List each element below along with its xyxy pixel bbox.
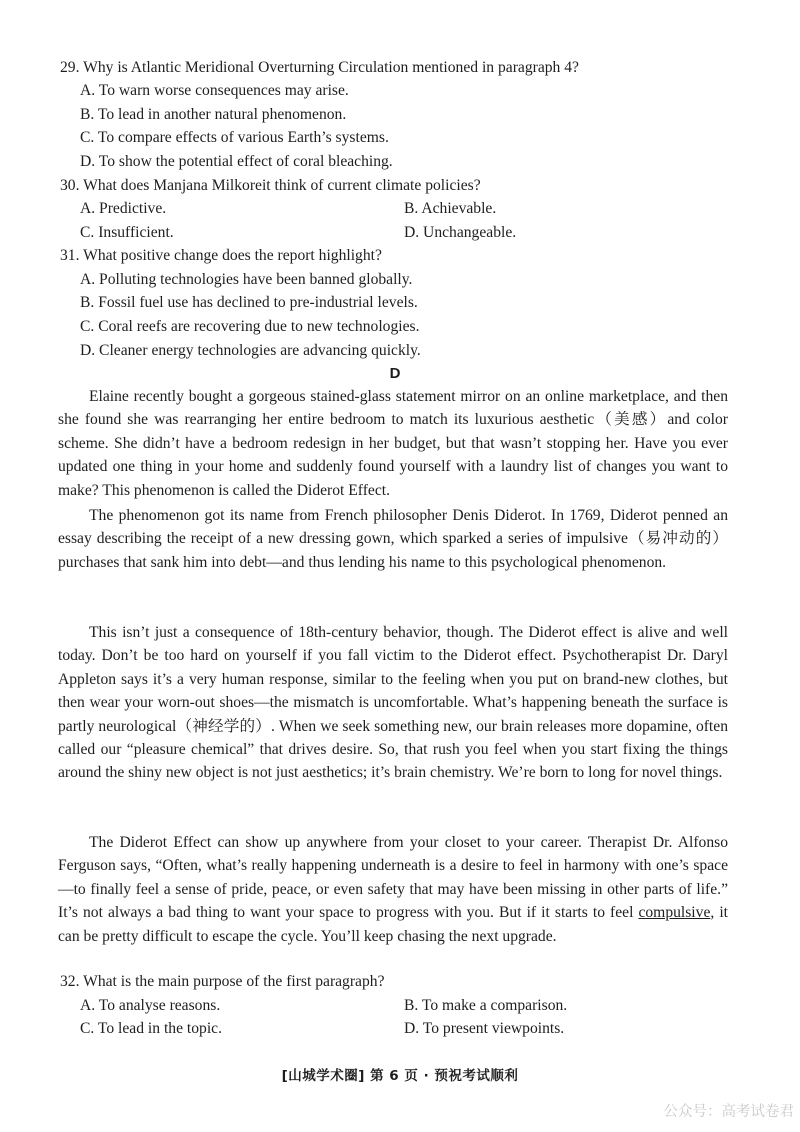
page-footer: [山城学术圈] 第 6 页 · 预祝考试顺利 [281, 1068, 519, 1084]
question-32-option-d: D. To present viewpoints. [404, 1020, 565, 1037]
question-29-option-d: D. To show the potential effect of coral bleaching. [80, 153, 393, 170]
question-31-option-a: A. Polluting technologies have been banned globally. [80, 271, 413, 288]
question-30-option-a: A. Predictive. [80, 200, 167, 217]
passage-paragraph-3-text: This isn’t just a consequence of 18th-century behavior, though. The Diderot effect is alive and well today. Don’t be too hard on yourself if you fall victim to the Diderot effect. Psychotherapist Dr. Daryl Appleton says it’s a very human response, similar to the feeling when you put on brand-new clothes, but then wear your worn-out shoes—the mismatch is uncomfortable. What’s happening beneath the surface is partly neurological（神经学的）. When we seek something new, our brain releases more dopamine, often called our “pleasure chemical” that drives desire. So, that rush you feel when you start fixing the things around the shiny new object is not just aesthetics; it’s brain chemistry. We’re born to long for novel things. [58, 624, 728, 782]
question-31-option-c: C. Coral reefs are recovering due to new technologies. [80, 318, 420, 335]
question-30-stem: 30. What does Manjana Milkoreit think of current climate policies? [60, 177, 481, 194]
passage-paragraph-4 [58, 831, 728, 948]
question-31-option-d: D. Cleaner energy technologies are advancing quickly. [80, 342, 421, 359]
question-32-option-a: A. To analyse reasons. [80, 997, 221, 1014]
question-29-option-c: C. To compare effects of various Earth’s systems. [80, 129, 389, 146]
watermark-text: 公众号：高考试卷君 [663, 1104, 794, 1120]
underlined-word-compulsive: compulsive [638, 904, 711, 922]
question-29-option-b: B. To lead in another natural phenomenon. [80, 106, 347, 123]
passage-paragraph-2 [58, 504, 728, 574]
question-30-option-c: C. Insufficient. [80, 224, 174, 241]
question-32-option-b: B. To make a comparison. [404, 997, 568, 1014]
question-29-option-a: A. To warn worse consequences may arise. [80, 82, 349, 99]
question-30-option-d: D. Unchangeable. [404, 224, 517, 241]
passage-paragraph-2-text: The phenomenon got its name from French philosopher Denis Diderot. In 1769, Diderot penned an essay describing the receipt of a new dressing gown, which sparked a series of impulsive（易冲动的）purchases that sank him into debt—and thus lending his name to this psychological phenomenon. [58, 507, 728, 571]
question-29-stem: 29. Why is Atlantic Meridional Overturning Circulation mentioned in paragraph 4? [60, 59, 579, 76]
passage-paragraph-4-text-end: , it can be pretty difficult to escape the cycle. You’ll keep chasing the next upgrade. [58, 904, 728, 945]
passage-paragraph-4-text-start: The Diderot Effect can show up anywhere from your closet to your career. Therapist Dr. Alfonso Ferguson says, “Often, what’s really happening underneath is a desire to feel in harmony with one’s space—to finally feel a sense of pride, peace, or even safety that may have been missing in other parts of life.” It’s not always a bad thing to want your space to progress with you. But if it starts to feel [58, 834, 728, 922]
passage-paragraph-3 [58, 621, 728, 785]
question-32-option-c: C. To lead in the topic. [80, 1020, 222, 1037]
question-31-option-b: B. Fossil fuel use has declined to pre-industrial levels. [80, 294, 418, 311]
question-31-stem: 31. What positive change does the report highlight? [60, 247, 382, 264]
question-30-option-b: B. Achievable. [404, 200, 497, 217]
section-d-heading: D [389, 365, 401, 382]
passage-paragraph-1-text: Elaine recently bought a gorgeous stained-glass statement mirror on an online marketplace, and then she found she was rearranging her entire bedroom to match its luxurious aesthetic（美感）and color scheme. She didn’t have a bedroom redesign in her budget, but that wasn’t stopping her. Have you ever updated one thing in your home and suddenly found yourself with a laundry list of changes you want to make? This phenomenon is called the Diderot Effect. [58, 388, 728, 499]
question-32-stem: 32. What is the main purpose of the first paragraph? [60, 973, 385, 990]
passage-paragraph-1 [58, 385, 728, 502]
